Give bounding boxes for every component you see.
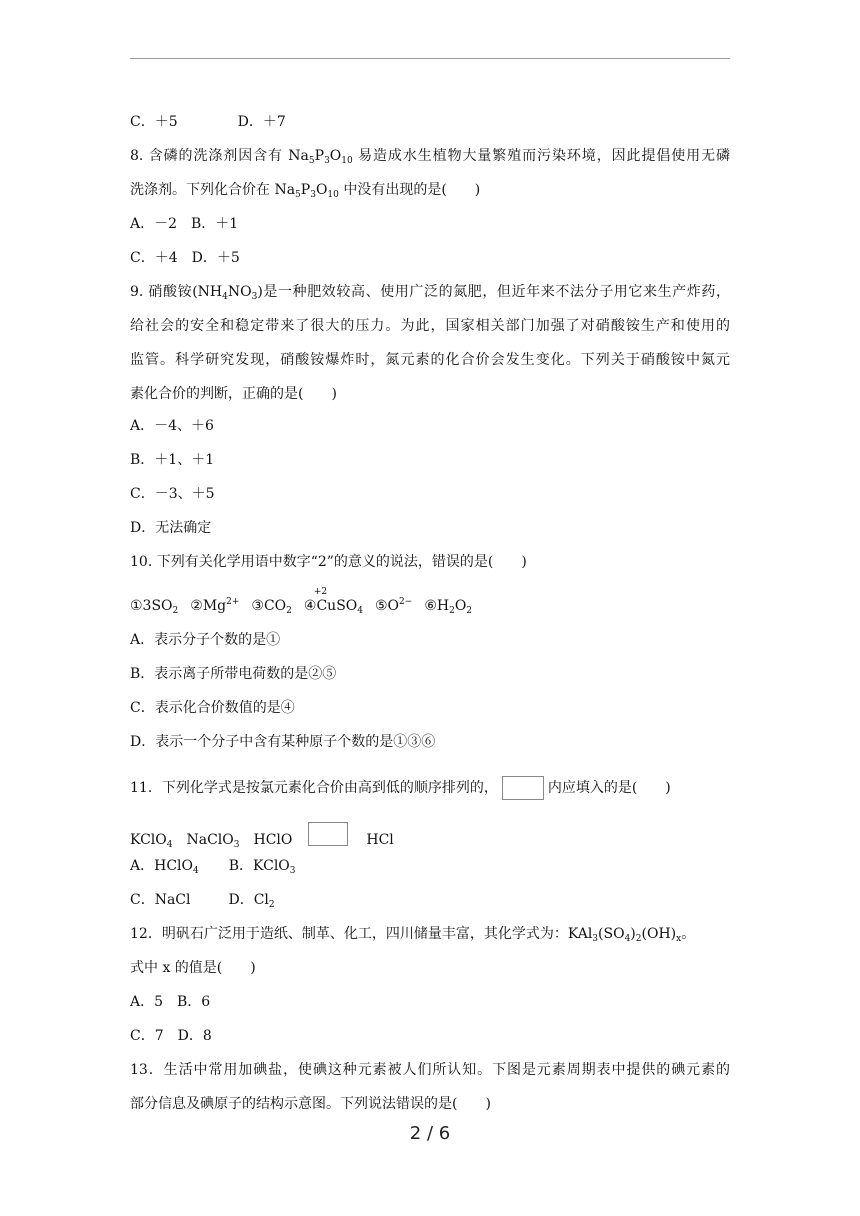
q12-stem-line2: 式中 x 的值是( ) (130, 960, 256, 976)
q9-stem-line4: 素化合价的判断，正确的是( ) (130, 386, 337, 402)
q10-stem: 10. 下列有关化学用语中数字“2”的意义的说法，错误的是( ) (130, 554, 527, 570)
q11-option-a: A．HClO$_4$ (130, 858, 199, 876)
q8-options-cd: C．＋4 D．＋5 (130, 250, 240, 266)
q9-stem-line2: 给社会的安全和稳定带来了很大的压力。为此，国家相关部门加强了对硝酸铵生产和使用的 (130, 318, 730, 334)
q10-option-a: A．表示分子个数的是① (130, 632, 281, 648)
q12-options-ab: A．5 B．6 (130, 994, 211, 1010)
q11-stem: 11．下列化学式是按氯元素化合价由高到低的顺序排列的， 内应填入的是( ) (130, 776, 671, 800)
q8-stem-line2: 洗涤剂。下列化合价在 $Na_5P_3O_{10}$ 中没有出现的是( ) (130, 182, 481, 200)
q10-formula-1: $①3SO_2$ (130, 598, 179, 616)
q11-item-5: HCl (366, 832, 394, 848)
sequence-blank-box (308, 822, 348, 846)
q9-stem-line3: 监管。科学研究发现，硝酸铵爆炸时，氮元素的化合价会发生变化。下列关于硝酸铵中氮元 (130, 352, 730, 368)
q11-item-3: HClO (253, 832, 293, 848)
q10-formula-6: $⑥H_2O_2$ (424, 598, 473, 616)
q8-stem-line1: 8. 含磷的洗涤剂因含有 $Na_5P_3O_{10}$ 易造成水生植物大量繁殖而污染环境，因此提倡使用无磷 (130, 148, 731, 166)
q7-option-d: D．＋7 (237, 114, 286, 130)
q11-option-c: C．NaCl (130, 892, 191, 908)
q7-option-c: C．＋5 (130, 114, 178, 130)
q9-option-d: D．无法确定 (130, 520, 212, 536)
q11-item-1: KClO$_4$ (130, 832, 173, 850)
q12-options-cd: C．7 D．8 (130, 1028, 212, 1044)
q11-options-cd (130, 890, 275, 910)
q8-options-ab: A．－2 B．＋1 (130, 216, 239, 232)
q11-sequence (130, 822, 394, 850)
q13-stem-line1: 13．生活中常用加碘盐，使碘这种元素被人们所认知。下图是元素周期表中提供的碘元素的 (130, 1062, 730, 1078)
q11-options-ab (130, 856, 296, 876)
q11-item-2: NaClO$_3$ (186, 832, 240, 850)
q10-formula-5: $⑤O^{2-}$ (375, 597, 413, 614)
q10-formula-row (130, 587, 473, 616)
q10-option-d: D．表示一个分子中含有某种原子个数的是①③⑥ (130, 734, 436, 750)
q10-option-b: B．表示离子所带电荷数的是②⑤ (130, 666, 337, 682)
page-indicator: 2 / 6 (409, 1123, 451, 1144)
q10-formula-4: ④C +2 uSO$_4$ (303, 587, 363, 616)
q9-stem-line1: 9. 硝酸铵$(NH_4NO_3)$是一种肥效较高、使用广泛的氮肥，但近年来不法分子用它来生产炸药， (130, 284, 730, 302)
q12-stem-line1: 12．明矾石广泛用于造纸、制革、化工，四川储量丰富，其化学式为：$KAl_3(SO_4)_2(OH)_x$。 (130, 926, 696, 944)
q10-formula-3: $③CO_2$ (251, 598, 292, 616)
q9-option-c: C．－3、＋5 (130, 486, 215, 502)
q11-option-b: B．KClO$_3$ (228, 858, 296, 876)
q9-option-b: B．＋1、＋1 (130, 452, 215, 468)
q7-options (130, 112, 286, 132)
q13-stem-line2: 部分信息及碘原子的结构示意图。下列说法错误的是( ) (130, 1096, 491, 1112)
header-rule (130, 58, 730, 59)
q9-option-a: A．－4、＋6 (130, 418, 214, 434)
q11-option-d: D．$Cl_2$ (228, 892, 275, 910)
answer-blank-box (502, 776, 544, 800)
q10-formula-2: $②Mg^{2+}$ (190, 597, 240, 614)
q10-option-c: C．表示化合价数值的是④ (130, 700, 295, 716)
